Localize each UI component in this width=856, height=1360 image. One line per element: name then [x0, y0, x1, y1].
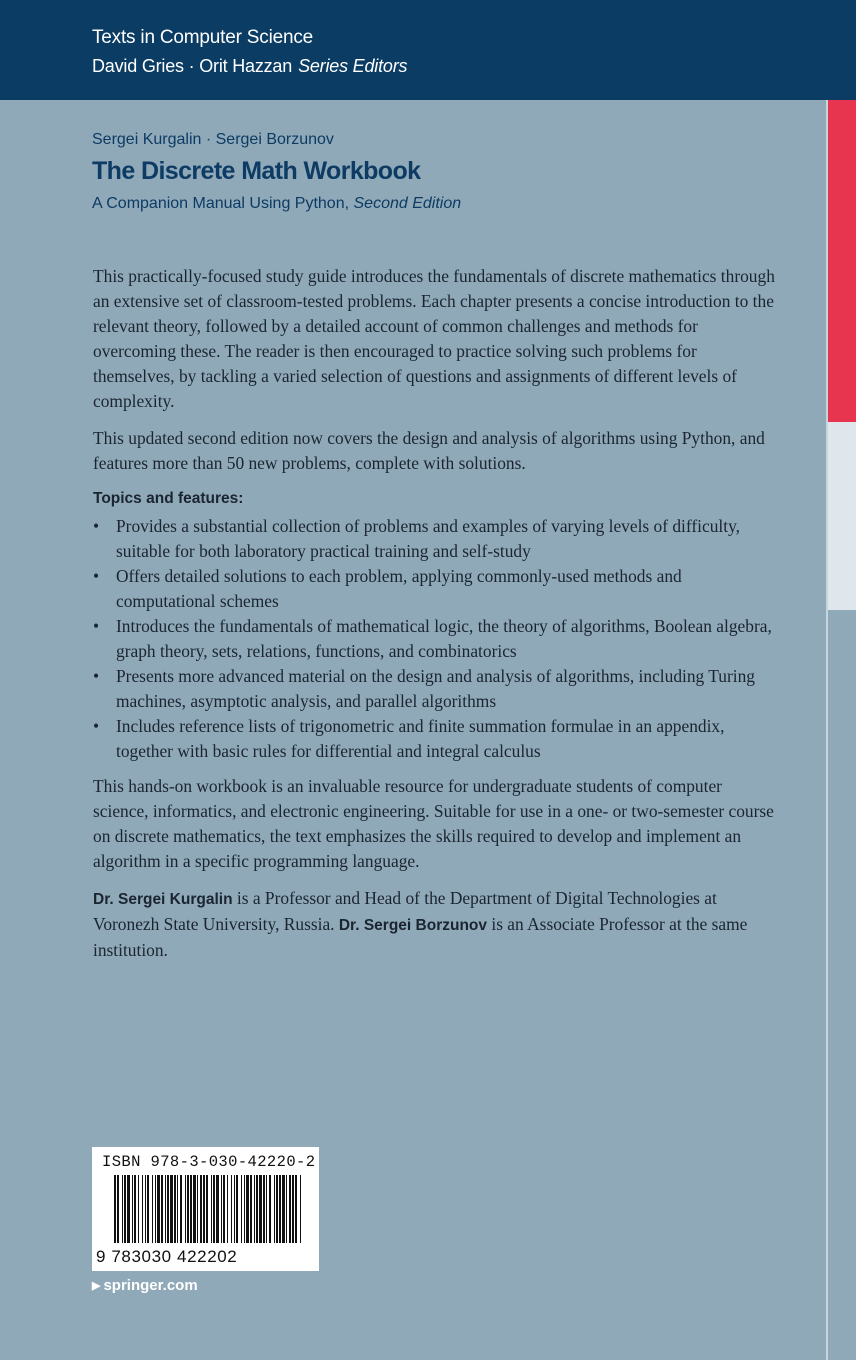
barcode-bar — [187, 1175, 189, 1243]
barcode-bar — [152, 1175, 153, 1243]
editor-names: David Gries · Orit Hazzan — [92, 56, 293, 76]
series-title: Texts in Computer Science — [92, 27, 313, 48]
barcode-bar — [165, 1175, 166, 1243]
bio-text-1: is a Professor and Head of the Department of Digital Technologies at Voronezh State University, Russia. — [93, 888, 717, 934]
barcode-bar — [185, 1175, 186, 1243]
barcode-bar — [254, 1175, 255, 1243]
barcode-bar — [138, 1175, 139, 1243]
publisher-url: springer.com — [103, 1277, 198, 1294]
barcode-bar — [227, 1175, 228, 1243]
isbn-number: ISBN 978-3-030-42220-2 — [102, 1153, 316, 1171]
barcode-bar — [211, 1175, 212, 1243]
barcode-bar — [289, 1175, 291, 1243]
barcode-bar — [197, 1175, 198, 1243]
series-editors — [92, 56, 407, 77]
feature-text: Introduces the fundamentals of mathematical logic, the theory of algorithms, Boolean algebra, graph theory, sets, relations, functions, and combinatorics — [116, 616, 772, 661]
author-bio — [93, 886, 775, 963]
barcode-bar — [127, 1175, 130, 1243]
feature-item — [93, 614, 775, 664]
bullet-icon: • — [93, 616, 100, 636]
barcode-bar — [300, 1175, 301, 1243]
barcode-bar — [174, 1175, 176, 1243]
barcode-bar — [256, 1175, 258, 1243]
barcode-bar — [266, 1175, 267, 1243]
feature-item — [93, 664, 775, 714]
bullet-icon: • — [93, 666, 100, 686]
intro-paragraph: This practically-focused study guide introduces the fundamentals of discrete mathematics through an extensive set of classroom-tested problems. Each chapter presents a concise introduction to the relevant theory, followed by a detailed account of common challenges and methods for overcoming these. The reader is then encouraged to practice solving such problems for themselves, by tackling a varied selection of questions and assignments of different levels of complexity. — [93, 266, 775, 411]
barcode-bar — [282, 1175, 285, 1243]
book-subtitle — [92, 195, 461, 213]
barcode-bar — [193, 1175, 196, 1243]
barcode-bar — [167, 1175, 169, 1243]
spine-blue-band — [828, 610, 856, 1360]
barcode-bar — [190, 1175, 192, 1243]
barcode-bar — [231, 1175, 232, 1243]
series-header-bar — [0, 0, 856, 100]
bullet-icon: • — [93, 516, 100, 536]
edition-text: Second Edition — [353, 195, 462, 212]
bullet-icon: • — [93, 716, 100, 736]
barcode-bar — [236, 1175, 238, 1243]
barcode-bar — [234, 1175, 235, 1243]
author-name-2: Dr. Sergei Borzunov — [338, 917, 488, 934]
barcode-bar — [295, 1175, 297, 1243]
barcode-bar — [279, 1175, 281, 1243]
blurb-content — [93, 264, 775, 975]
publisher-link[interactable] — [92, 1277, 198, 1294]
barcode-bar — [206, 1175, 208, 1243]
barcode-bar — [269, 1175, 271, 1243]
spine-light-band — [828, 422, 856, 610]
isbn-barcode — [92, 1147, 319, 1271]
barcode-bars — [114, 1175, 301, 1243]
barcode-bar — [216, 1175, 219, 1243]
feature-text: Presents more advanced material on the design and analysis of algorithms, including Turing machines, asymptotic analysis, and parallel algorithms — [116, 666, 755, 711]
barcode-bar — [263, 1175, 265, 1243]
edition-paragraph: This updated second edition now covers the design and analysis of algorithms using Python, and features more than 50 new problems, complete with solutions. — [93, 428, 765, 473]
features-list — [93, 514, 775, 764]
barcode-bar — [274, 1175, 275, 1243]
editors-label: Series Editors — [298, 56, 408, 76]
barcode-bar — [134, 1175, 136, 1243]
barcode-bar — [114, 1175, 116, 1243]
barcode-bar — [250, 1175, 252, 1243]
barcode-bar — [244, 1175, 245, 1243]
feature-text: Includes reference lists of trigonometric and finite summation formulae in an appendix, together with basic rules for differential and integral calculus — [116, 716, 725, 761]
barcode-bar — [124, 1175, 126, 1243]
subtitle-text: A Companion Manual Using Python, — [92, 195, 350, 212]
book-title: The Discrete Math Workbook — [92, 157, 421, 185]
feature-item — [93, 514, 775, 564]
barcode-bar — [177, 1175, 178, 1243]
barcode-bar — [200, 1175, 202, 1243]
barcode-bar — [170, 1175, 173, 1243]
feature-item — [93, 714, 775, 764]
bio-text-2: is an Associate Professor at the same institution. — [93, 914, 748, 960]
spine-red-band — [828, 100, 856, 422]
barcode-graphic — [92, 1147, 319, 1271]
book-authors: Sergei Kurgalin · Sergei Borzunov — [92, 131, 334, 148]
audience-paragraph: This hands-on workbook is an invaluable resource for undergraduate students of computer science, informatics, and electronic engineering. Suitable for use in a one- or two-semester course on discrete mathematics, the text emphasizes the skills required to develop and implement an algorithm in a specific programming language. — [93, 776, 774, 871]
barcode-bar — [276, 1175, 278, 1243]
feature-text: Offers detailed solutions to each problem, applying commonly-used methods and computational schemes — [116, 566, 682, 611]
barcode-bar — [157, 1175, 160, 1243]
barcode-bar — [246, 1175, 249, 1243]
barcode-bar — [142, 1175, 143, 1243]
feature-text: Provides a substantial collection of problems and examples of varying levels of difficulty, suitable for both laboratory practical training and self-study — [116, 516, 740, 561]
barcode-bar — [180, 1175, 182, 1243]
feature-item — [93, 564, 775, 614]
barcode-bar — [147, 1175, 149, 1243]
bullet-icon: • — [93, 566, 100, 586]
barcode-bar — [161, 1175, 163, 1243]
barcode-bar — [203, 1175, 205, 1243]
play-arrow-icon: ▶ — [92, 1280, 101, 1292]
barcode-bar — [145, 1175, 146, 1243]
barcode-bar — [117, 1175, 119, 1243]
topics-heading: Topics and features: — [93, 490, 244, 507]
barcode-bar — [259, 1175, 262, 1243]
author-name-1: Dr. Sergei Kurgalin — [93, 891, 233, 908]
barcode-bar — [286, 1175, 287, 1243]
barcode-bar — [241, 1175, 242, 1243]
barcode-bar — [155, 1175, 156, 1243]
barcode-bar — [292, 1175, 294, 1243]
barcode-bar — [221, 1175, 222, 1243]
barcode-bar — [223, 1175, 225, 1243]
barcode-digits: 9 783030 422202 — [96, 1247, 238, 1266]
barcode-bar — [213, 1175, 215, 1243]
barcode-bar — [132, 1175, 133, 1243]
barcode-bar — [122, 1175, 123, 1243]
